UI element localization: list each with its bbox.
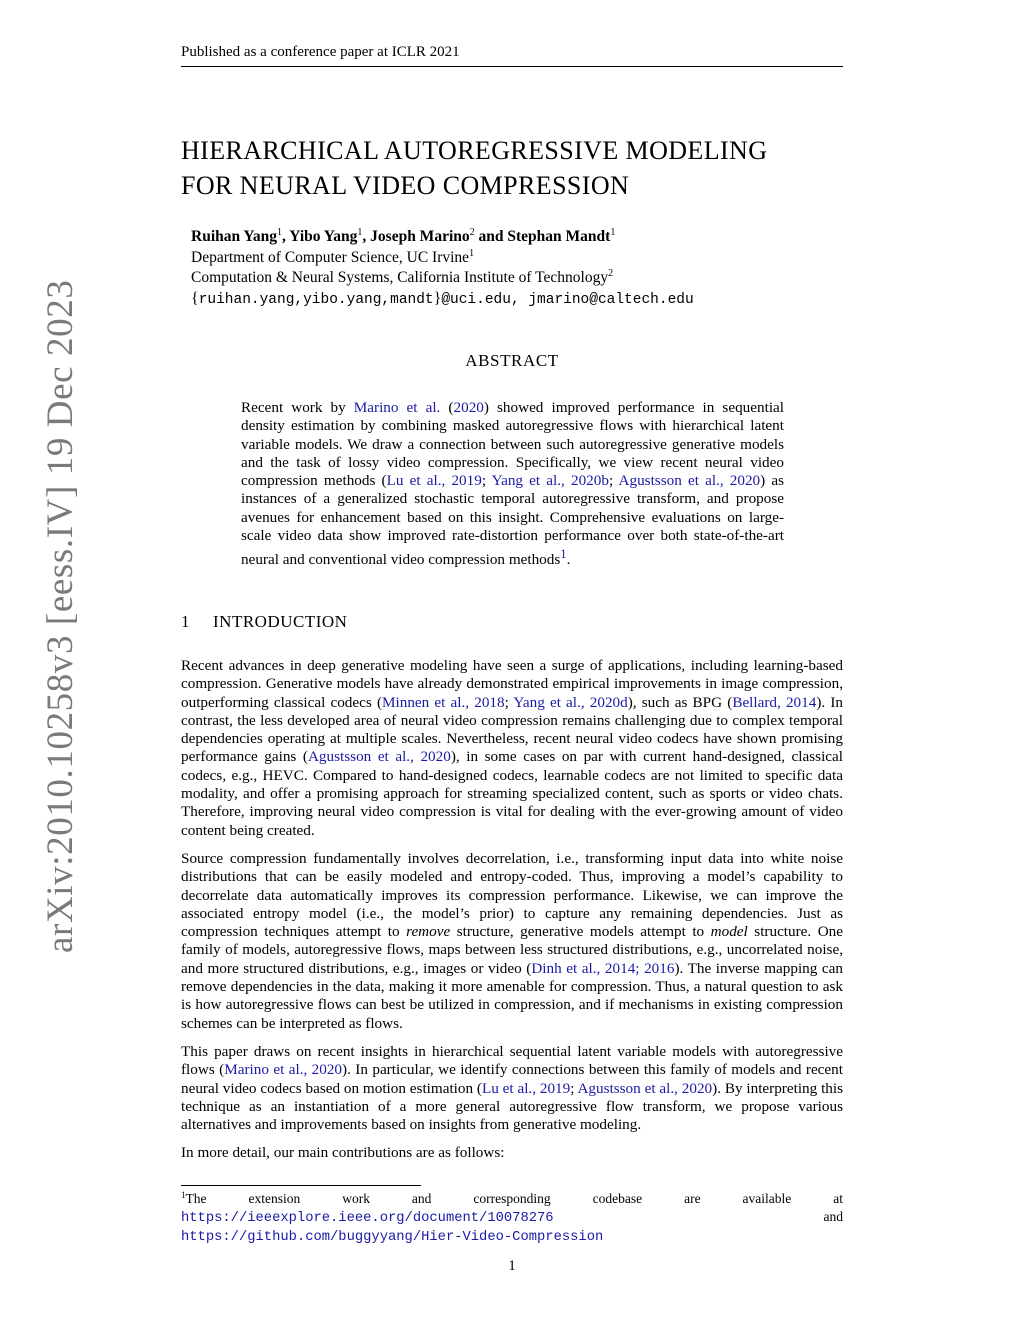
citation-link[interactable]: Marino et al. [353, 399, 441, 416]
author-1: Ruihan Yang [191, 228, 278, 245]
citation-link[interactable]: Lu et al., 2019 [386, 472, 482, 490]
section-heading-introduction [181, 612, 843, 632]
introduction-body [181, 657, 843, 1173]
affiliation-2-mark: 2 [608, 268, 614, 279]
text-run: ; [570, 1079, 578, 1097]
abstract-heading: ABSTRACT [465, 351, 559, 370]
footnote-link[interactable]: 1 [560, 547, 567, 562]
title-line-2: FOR NEURAL VIDEO COMPRESSION [181, 171, 630, 200]
abstract-run: ) showed improved performance in sequential density estimation by combining masked autoregressive flows with hierarchical latent variable models. We draw a connection between such autoregressive generative models and the task of lossy video compression. Specifically, we view recent neural video compression methods ( [241, 399, 784, 490]
text-run: ). By interpreting this technique as an instantiation of a more general autoregressive flow transform, we propose various alternatives and improvements based on insights from generative modeling. [181, 1079, 844, 1134]
emphasis: remove [406, 923, 451, 941]
abstract-text [241, 399, 784, 570]
section-number: 1 [181, 612, 190, 631]
affiliation-1-text: Department of Computer Science, UC Irvine [191, 248, 470, 266]
text-run: Recent advances in deep generative modeling have seen a surge of applications, including learning-based compression. Generative models have already demonstrated empirical improvements in image compression, outperforming classical codecs ( [181, 657, 843, 711]
text-run: Source compression fundamentally involves decorrelation, i.e., transforming input data into white noise distributions that can be easily modeled and entropy-coded. Thus, improving a model’s capability to decorrelate data automatically improves its compression performance. Likewise, we can improve the associated entropy model (i.e., the model’s prior) to capture any remaining dependencies. Just as compression techniques attempt to [181, 849, 843, 941]
paper-title [181, 133, 861, 203]
abstract-run: . [566, 551, 571, 569]
text-run: This paper draws on recent insights in hierarchical sequential latent variable models with autoregressive flows ( [181, 1042, 843, 1079]
citation-link[interactable]: Yang et al., 2020b [491, 472, 609, 490]
citation-link[interactable]: Marino et al., 2020 [224, 1061, 343, 1079]
author-names: Ruihan Yang$^1$, Yibo Yang$^1$, Joseph Marino$^2$ and Stephan Mandt$^1$ [191, 227, 616, 245]
footnote-url-ieee[interactable]: https://ieeexplore.ieee.org/document/10078276 [181, 1210, 554, 1226]
citation-link[interactable]: Dinh et al., 2014; 2016 [531, 959, 675, 977]
footnote-text: and [553, 1208, 843, 1224]
text-run: ), in some cases on par with current hand-designed, classical codecs, e.g., HEVC. Compared to hand-designed codecs, learnable codecs are not limited to specific data modality, and offer a promising approach for streaming specialized content, such as sports or video chats. Therefore, improving neural video compression is vital for dealing with the ever-growing amount of video content being created. [181, 748, 843, 839]
abstract-run: ; [481, 472, 492, 490]
footnote [181, 1190, 843, 1247]
text-run: ), such as BPG ( [627, 693, 733, 711]
author-and: and [478, 228, 504, 245]
abstract-run: Recent work by [241, 399, 354, 416]
author-emails: {ruihan.yang,yibo.yang,mandt}@uci.edu, jmarino@caltech.edu [191, 289, 694, 308]
abstract-run: ( [440, 399, 454, 416]
affiliation-1-mark: 1 [469, 247, 475, 259]
footnote-text: The extension work and corresponding codebase are available at [185, 1191, 843, 1206]
text-run: ; [504, 693, 514, 711]
affiliation-2-text: Computation & Neural Systems, California Institute of Technology [191, 269, 609, 286]
text-run: ). The inverse mapping can remove dependencies in the data, making it more amenable for compression. Thus, a natural question to ask is how autoregressive flows can best be utilized in compression, and if mechanisms in existing compression schemes can be interpreted as flows. [181, 959, 843, 1032]
affiliation-1 [191, 248, 831, 269]
footnote-url-github[interactable]: https://github.com/buggyyang/Hier-Video-Compression [181, 1230, 604, 1245]
author-block [191, 227, 831, 310]
author-1-affil: 1 [277, 227, 283, 238]
emails-names: ruihan.yang,yibo.yang,mandt [198, 291, 434, 308]
author-4: Stephan Mandt [507, 228, 611, 245]
footnote-divider [181, 1185, 421, 1186]
citation-link[interactable]: Yang et al., 2020d [513, 693, 628, 711]
author-2-affil: 1 [357, 227, 363, 238]
citation-link[interactable]: Agustsson et al., 2020 [307, 748, 451, 766]
citation-link[interactable]: Agustsson et al., 2020 [577, 1079, 713, 1097]
text-run: ). In contrast, the less developed area of neural video compression remains challenging due to complex temporal dependencies operating at multiple scales. Nevertheless, recent neural video codecs have shown promising performance gains ( [181, 693, 844, 766]
paragraph: In more detail, our main contributions are as follows: [181, 1144, 505, 1162]
paragraph [181, 657, 843, 840]
abstract-run: ; [608, 472, 619, 490]
text-run: structure, generative models attempt to [450, 923, 711, 941]
text-run: ). In particular, we identify connections between this family of models and recent neural video codecs based on motion estimation ( [181, 1061, 843, 1097]
affiliation-2 [191, 268, 831, 289]
paragraph [181, 850, 843, 1033]
text-run: structure. One family of models, autoregressive flows, maps between less structured distributions, e.g., uncorrelated noise, and more structured distributions, e.g., images or video ( [181, 923, 844, 977]
emails-domains: @uci.edu, jmarino@caltech.edu [441, 291, 694, 308]
footnote-mark: 1 [181, 1190, 186, 1200]
citation-link[interactable]: Bellard, 2014 [732, 693, 817, 711]
citation-link[interactable]: Minnen et al., 2018 [382, 693, 505, 711]
title-line-1: HIERARCHICAL AUTOREGRESSIVE MODELING [181, 136, 768, 165]
paragraph [181, 1043, 843, 1134]
arxiv-stamp: arXiv:2010.10258v3 [eess.IV] 19 Dec 2023 [40, 279, 81, 953]
running-header: Published as a conference paper at ICLR 2021 [181, 44, 843, 67]
page-number: 1 [508, 1258, 516, 1274]
citation-link[interactable]: Lu et al., 2019 [481, 1079, 571, 1097]
emphasis: model [710, 923, 748, 941]
author-2: Yibo Yang [289, 228, 358, 245]
citation-link[interactable]: 2020 [453, 399, 484, 416]
author-4-affil: 1 [610, 227, 616, 238]
abstract-run: ) as instances of a generalized stochastic temporal autoregressive transform, and propose avenues for enhancement based on this insight. Comprehensive evaluations on large-scale video data show improved rate-distortion performance over both state-of-the-art neural and conventional video compression methods [241, 472, 785, 569]
citation-link[interactable]: Agustsson et al., 2020 [618, 472, 761, 490]
section-title: INTRODUCTION [213, 612, 348, 631]
author-3-affil: 2 [469, 227, 475, 238]
author-3: Joseph Marino [370, 228, 470, 245]
